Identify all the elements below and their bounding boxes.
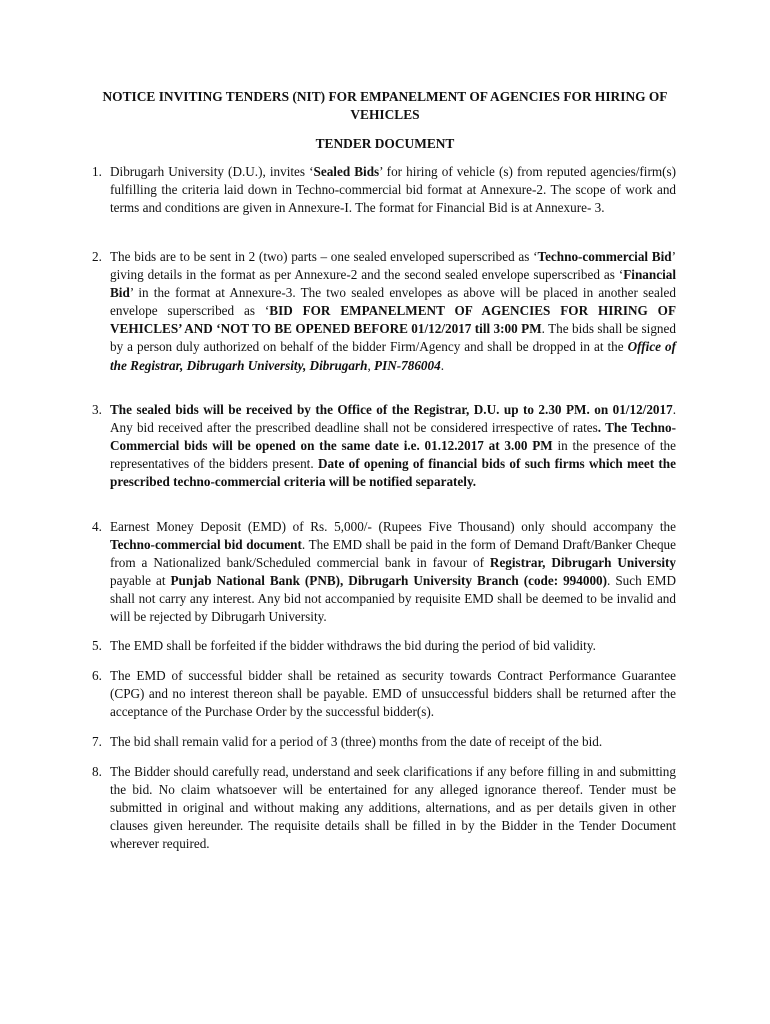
clause-bold-text: BID FOR EMPANELMENT OF AGENCIES FOR HIRING OF VEHICLES’ AND ‘NOT TO BE OPENED BEFORE 01/12/2017 till 3:00 PM [110,303,677,337]
clause-text: The EMD shall be forfeited if the bidder withdraws the bid during the period of bid validity. [110,638,596,653]
clause-bold-text: . The Techno-Commercial bids will be opened on the same date i.e. 01.12.2017 at 3.00 PM [110,420,676,454]
clause-bold-text: Sealed Bids [313,164,380,179]
clause-4 [92,518,676,627]
clause-7 [92,733,676,751]
clause-8 [92,763,676,853]
clause-text: ’ giving details in the format as per Annexure-2 and the second sealed envelope superscribed as ‘ [110,249,676,283]
clause-5 [92,637,676,655]
clause-6 [92,667,676,721]
clause-text: Dibrugarh University (D.U.), invites ‘ [110,164,314,179]
clause-number: 3. [92,402,102,417]
pin-code: PIN-786004 [374,357,441,373]
clause-text: The EMD of successful bidder shall be retained as security towards Contract Performance Guarantee (CPG) and no interest thereon shall be payable. EMD of unsuccessful bidders shall be returned after the acceptance of the Purchase Order by the successful bidder(s). [110,668,676,720]
clause-bold-text: Punjab National Bank (PNB), Dibrugarh University Branch (code: 994000) [170,573,608,589]
clause-text: in the presence of the representatives of the bidders present. [110,438,676,472]
clause-text: The bid shall remain valid for a period of 3 (three) months from the date of receipt of the bid. [110,734,603,749]
clause-text: Earnest Money Deposit (EMD) of Rs. 5,000/- (Rupees Five Thousand) only should accompany the [110,519,676,534]
clause-number: 2. [92,249,102,264]
clause-text: The bids are to be sent in 2 (two) parts – one sealed enveloped superscribed as ‘ [110,249,538,264]
clause-text: , [367,357,375,373]
clause-bold-text: Financial Bid [110,267,676,301]
clause-bold-text: Registrar, Dibrugarh University [489,555,676,571]
clause-text: ’ in the format at Annexure-3. The two sealed envelopes as above will be placed in another sealed envelope superscribed as ‘ [110,285,676,319]
clause-text: . Any bid received after the prescribed deadline shall not be considered irrespective of rates [110,402,676,436]
clause-number: 1. [92,164,102,179]
clause-text: ’ for hiring of vehicle (s) from reputed agencies/firm(s) fulfilling the criteria laid down in Techno-commercial bid format at Annexure-2. The scope of work and terms and conditions are given in Annexure-I. The format for Financial Bid is at Annexure- 3. [110,164,677,216]
clause-number: 6. [92,668,102,683]
clause-text: The Bidder should carefully read, understand and seek clarifications if any before filling in and submitting the bid. No claim whatsoever will be entertained for any alleged ignorance thereof. Tender must be submitted in original and without making any additions, alternations, and as per details given in other clauses given hereunder. The requisite details shall be filled in by the Bidder in the Tender Document wherever required. [110,764,676,852]
document-subtitle: TENDER DOCUMENT [315,136,455,151]
clause-text: . The bids shall be signed by a person duly authorized on behalf of the bidder Firm/Agency and shall be dropped in at the [110,321,676,355]
clause-text: . [440,357,445,373]
clause-text: . Such EMD shall not carry any interest. Any bid not accompanied by requisite EMD shall be deemed to be invalid and will be rejected by Dibrugarh University. [110,573,676,625]
clause-number: 7. [92,734,102,749]
clause-number: 4. [92,519,102,534]
document-title: NOTICE INVITING TENDERS (NIT) FOR EMPANELMENT OF AGENCIES FOR HIRING OF VEHICLES [102,89,668,122]
registrar-address: Office of the Registrar, Dibrugarh University, Dibrugarh [110,339,676,373]
clause-number: 5. [92,638,102,653]
clause-2 [92,248,676,375]
clause-1 [92,163,676,217]
clause-text: . The EMD shall be paid in the form of Demand Draft/Banker Cheque from a Nationalized bank/Scheduled commercial bank in favour of [110,537,676,571]
clause-bold-text: The sealed bids will be received by the Office of the Registrar, D.U. up to 2.30 PM. on 01/12/2017 [110,402,673,417]
clause-3 [92,401,676,491]
clause-bold-text: Date of opening of financial bids of such firms which meet the prescribed techno-commercial criteria will be notified separately. [110,456,676,490]
clause-bold-text: Techno-commercial Bid [537,249,672,264]
clause-number: 8. [92,764,102,779]
clause-bold-text: Techno-commercial bid document [110,537,302,553]
clause-text: payable at [110,573,171,589]
